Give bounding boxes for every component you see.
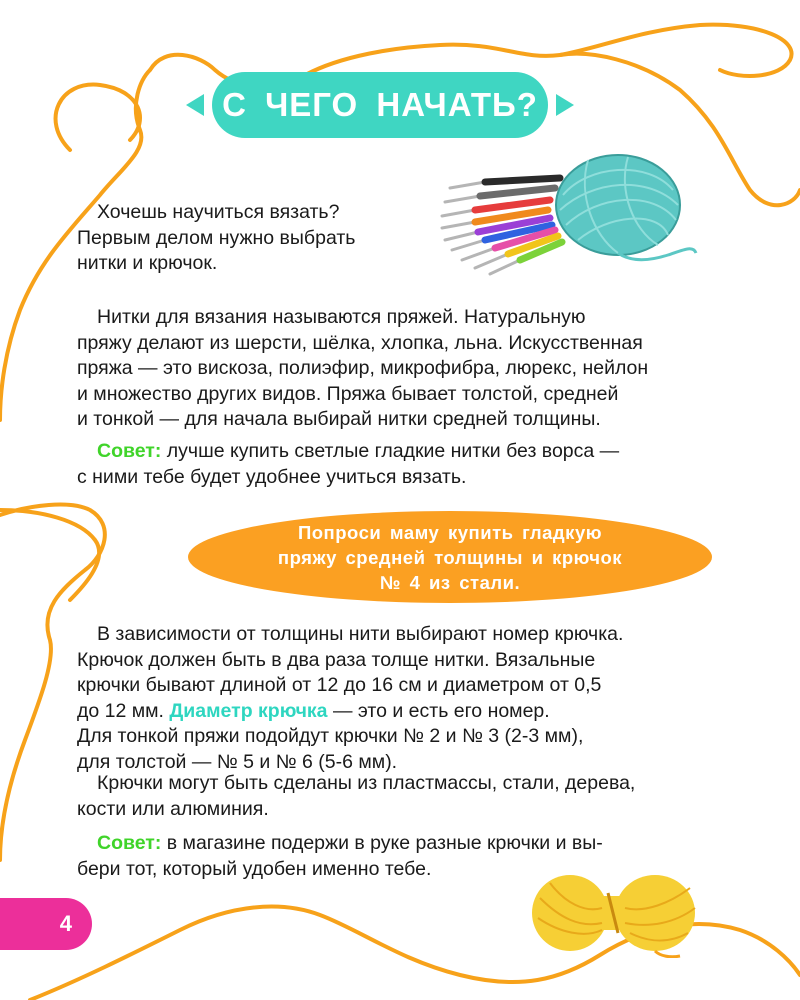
title-banner	[212, 72, 548, 138]
hook-line-6: для толстой — № 5 и № 6 (5-6 мм).	[77, 750, 398, 773]
tip-2-line-2: бери тот, который удобен именно тебе.	[77, 857, 432, 880]
page-title: С ЧЕГО НАЧАТЬ?	[222, 86, 538, 123]
title-right-arrow	[556, 94, 574, 116]
tip-1-label: Совет:	[97, 440, 162, 462]
materials-line-2: кости или алюминия.	[77, 797, 269, 820]
page-number-tab	[0, 898, 92, 950]
tip-2-line-1	[77, 831, 737, 857]
hook-line-4-end: — это и есть его номер.	[327, 699, 550, 722]
hook-paragraph	[77, 622, 737, 775]
tip-1-line-2: с ними тебе будет удобнее учиться вязать.	[77, 465, 467, 488]
intro-line-2: Первым делом нужно выбрать	[77, 226, 356, 249]
hook-line-2: Крючок должен быть в два раза толще нитки. Вязальные	[77, 648, 596, 671]
hook-line-4-start: до 12 мм.	[77, 699, 170, 722]
yarn-line-4: и множество других видов. Пряжа бывает толстой, средней	[77, 382, 619, 405]
hook-line-4	[77, 699, 737, 725]
materials-line-1: Крючки могут быть сделаны из пластмассы, стали, дерева,	[97, 772, 636, 794]
title-left-arrow	[186, 94, 204, 116]
yarn-line-1: Нитки для вязания называются пряжей. Натуральную	[97, 306, 586, 328]
intro-line-3: нитки и крючок.	[77, 252, 218, 274]
yellow-yarn-skein-image	[530, 868, 700, 958]
hook-line-5: Для тонкой пряжи подойдут крючки № 2 и № 3 (2-3 мм),	[77, 725, 584, 747]
middle-left-curl	[0, 510, 99, 600]
teal-yarn-ball-image	[548, 135, 698, 275]
intro-line-1: Хочешь научиться вязать?	[97, 201, 340, 223]
yarn-line-5: и тонкой — для начала выбирай нитки средней толщины.	[77, 408, 601, 430]
tip-1-paragraph	[77, 439, 737, 490]
yarn-paragraph	[77, 305, 737, 433]
hook-line-3: крючки бывают длиной от 12 до 16 см и диаметром от 0,5	[77, 674, 602, 696]
yarn-line-3: пряжа — это вискоза, полиэфир, микрофибра, люрекс, нейлон	[77, 357, 649, 379]
tip-2-label: Совет:	[97, 832, 162, 854]
yarn-line-2: пряжу делают из шерсти, шёлка, хлопка, льна. Искусственная	[77, 331, 643, 354]
hook-line-1: В зависимости от толщины нити выбирают номер крючка.	[97, 623, 624, 645]
intro-paragraph	[77, 200, 417, 277]
tip-1-text: лучше купить светлые гладкие нитки без ворса —	[161, 440, 620, 462]
page-number: 4	[59, 911, 72, 936]
mom-note-text: Попроси маму купить гладкую пряжу средней толщины и крючок № 4 из стали.	[277, 521, 623, 593]
tip-2-text: в магазине подержи в руке разные крючки и вы-	[161, 832, 603, 854]
tip-1-line-1	[77, 439, 737, 465]
hook-diameter-term: Диаметр крючка	[169, 699, 328, 722]
left-loop	[56, 85, 140, 150]
materials-paragraph	[77, 771, 737, 822]
mom-note-callout	[188, 511, 712, 603]
